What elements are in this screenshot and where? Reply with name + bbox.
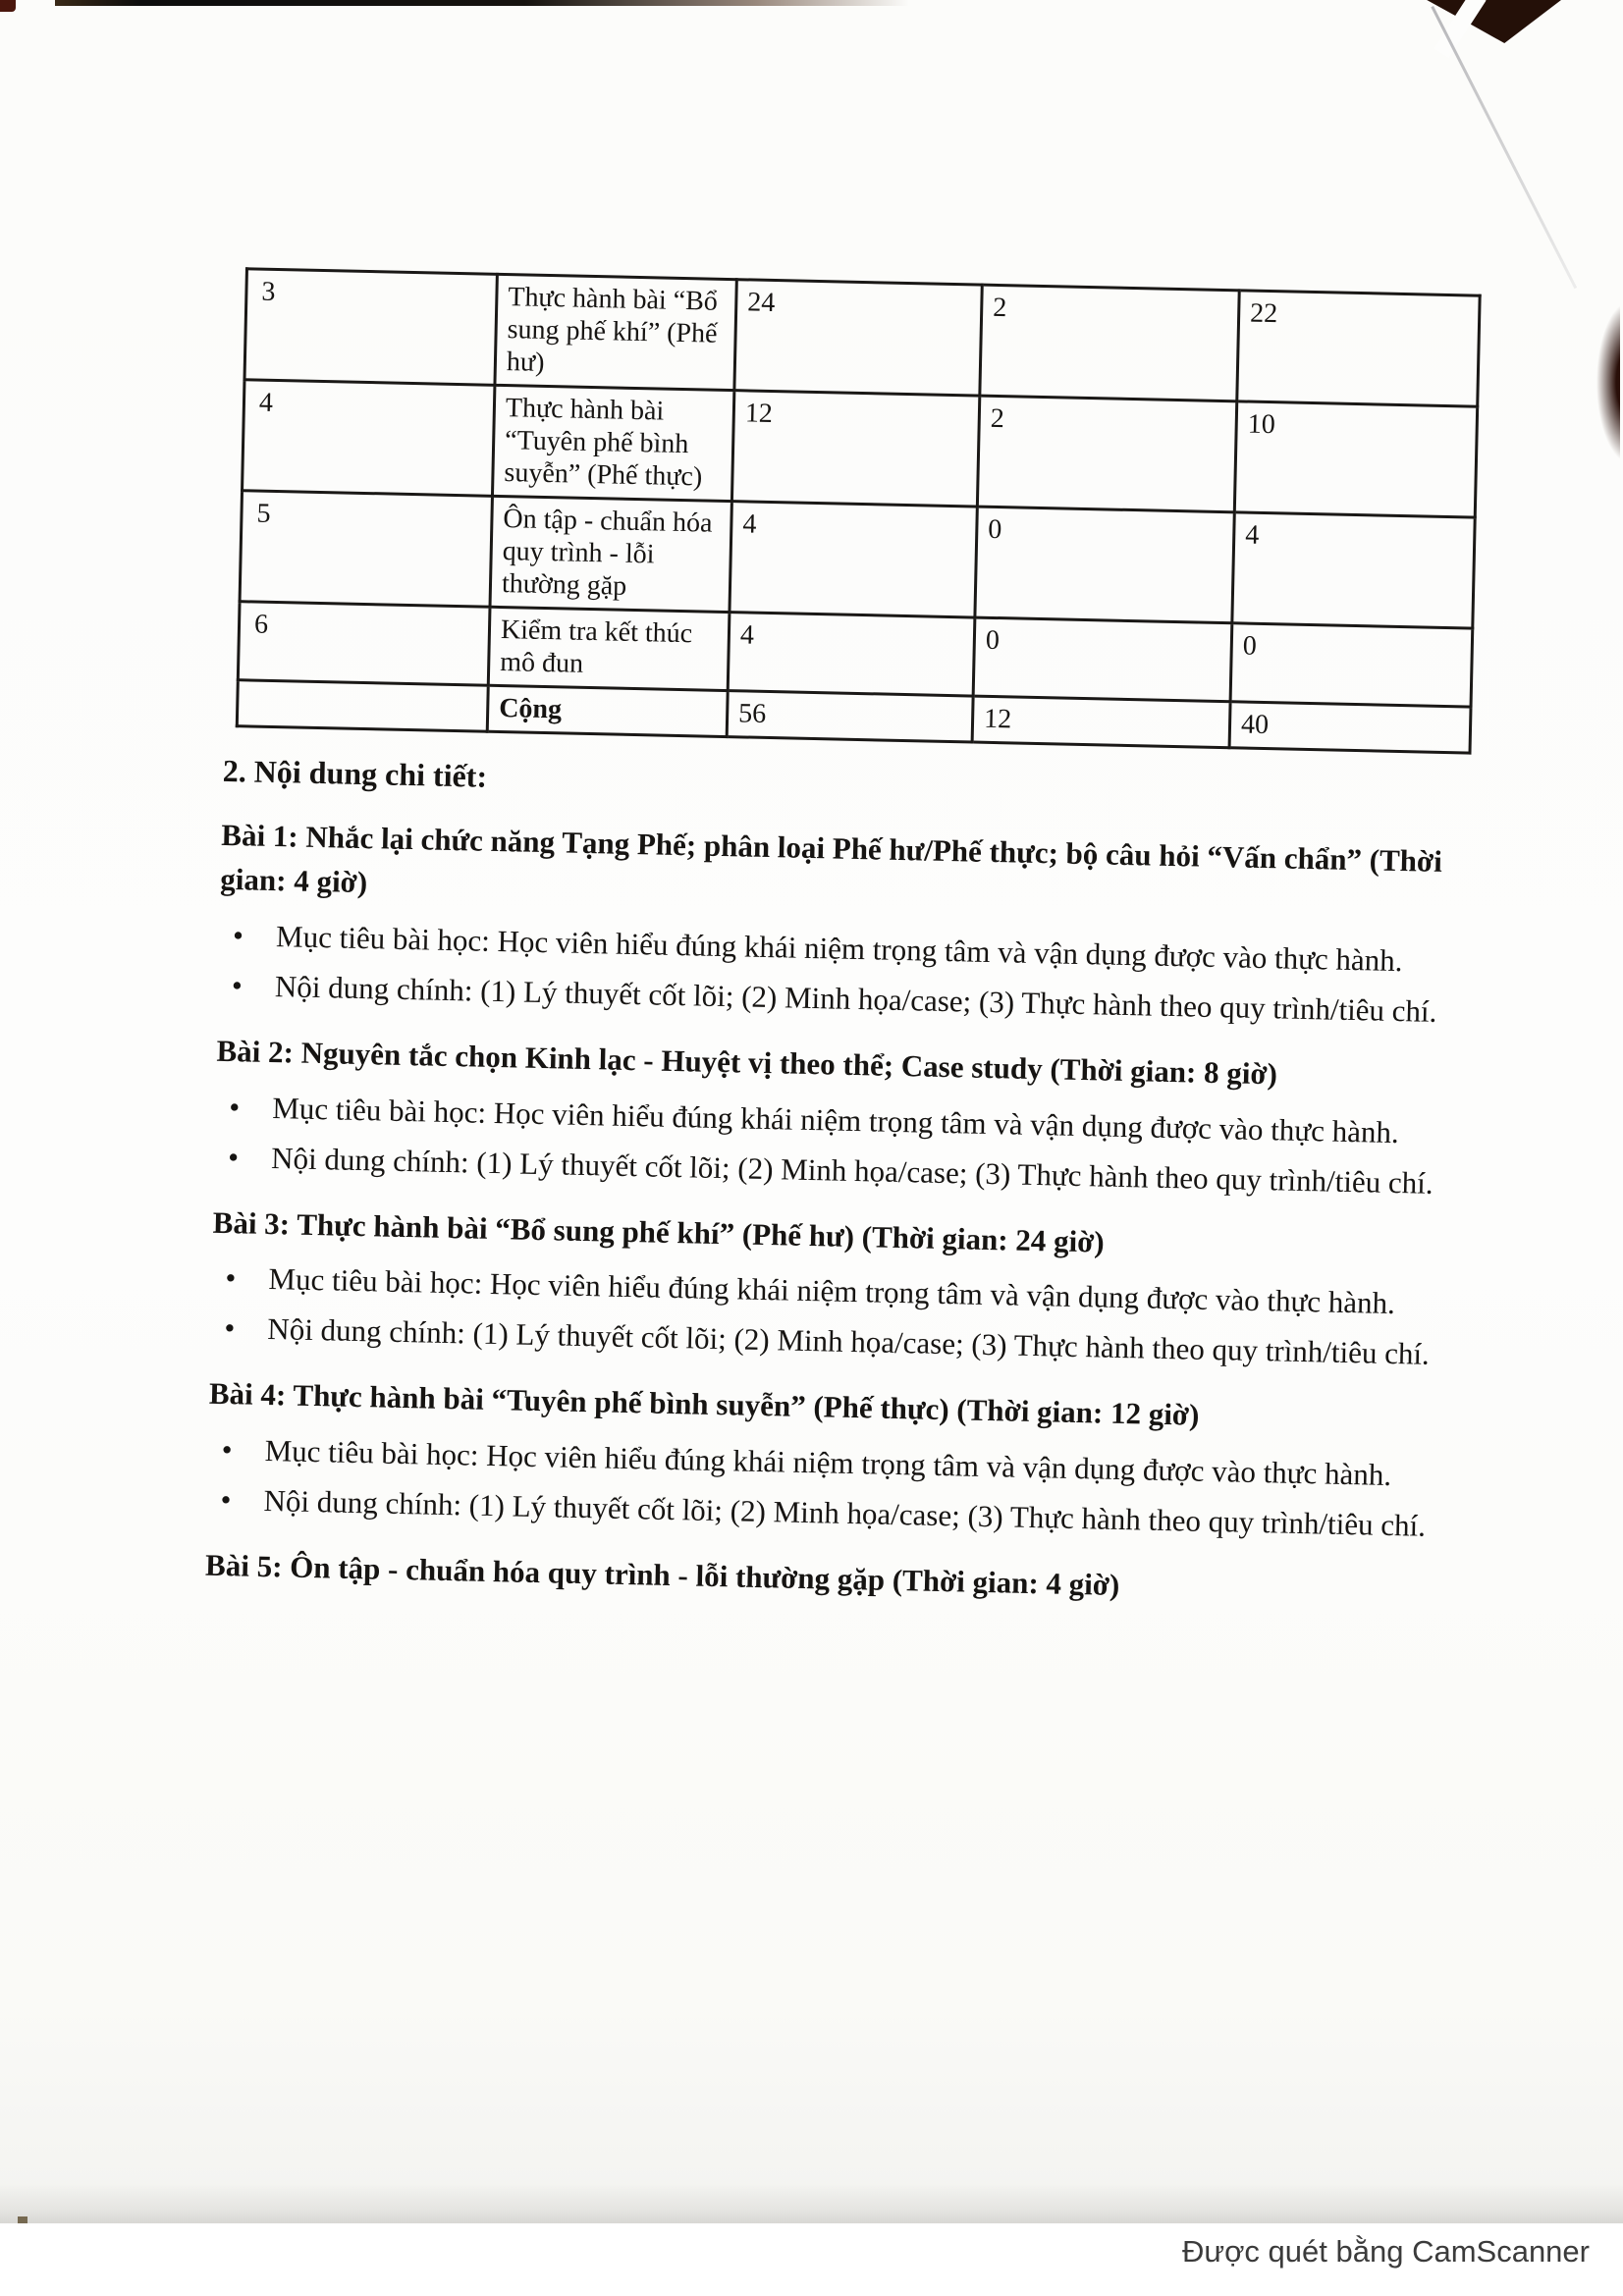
scan-edge-strip — [55, 0, 909, 6]
bullet-icon: • — [232, 917, 244, 953]
bullet-text: Mục tiêu bài học: Học viên hiểu đúng khái niệm trọng tâm và vận dụng được vào thực hành. — [268, 1261, 1396, 1321]
bullet-icon: • — [224, 1310, 236, 1346]
table-cell: 2 — [980, 285, 1239, 401]
lesson-bullets — [214, 1085, 1485, 1206]
bullet-text: Nội dung chính: (1) Lý thuyết cốt lõi; (2) Minh họa/case; (3) Thực hành theo quy trình/tiêu chí. — [263, 1483, 1427, 1544]
lesson-heading: Bài 3: Thực hành bài “Bổ sung phế khí” (Phế hư) (Thời gian: 24 giờ) — [212, 1204, 1106, 1259]
table-cell: 3 — [244, 269, 497, 386]
bullet-text: Mục tiêu bài học: Học viên hiểu đúng khái niệm trọng tâm và vận dụng được vào thực hành. — [275, 918, 1403, 978]
lesson-block — [206, 1372, 1478, 1550]
table-cell: 4 — [728, 613, 975, 696]
table-cell: 56 — [727, 691, 973, 742]
table-cell: 24 — [734, 280, 982, 397]
document-content — [204, 267, 1501, 1628]
bullet-icon: • — [225, 1260, 237, 1296]
table-cell: Cộng — [487, 686, 728, 737]
camscanner-footer-label: Được quét bằng CamScanner — [1181, 2234, 1590, 2269]
table-cell: Kiểm tra kết thúc mô đun — [488, 608, 730, 691]
lesson-block — [214, 1030, 1486, 1207]
bullet-text: Mục tiêu bài học: Học viên hiểu đúng khái niệm trọng tâm và vận dụng được vào thực hành. — [271, 1090, 1400, 1149]
table-cell: 12 — [731, 391, 979, 507]
lesson-bullets — [218, 914, 1488, 1036]
table-cell: 12 — [972, 696, 1230, 748]
section-title: 2. Nội dung chi tiết: — [222, 753, 488, 795]
module-summary-table — [236, 267, 1482, 755]
table-cell: 4 — [730, 502, 977, 618]
bullet-icon: • — [221, 1432, 233, 1468]
lesson-heading: Bài 4: Thực hành bài “Tuyên phế bình suyễn” (Phế thực) (Thời gian: 12 giờ) — [208, 1376, 1200, 1433]
lesson-heading: Bài 2: Nguyên tắc chọn Kinh lạc - Huyệt vị theo thể; Case study (Thời gian: 8 giờ) — [216, 1033, 1278, 1092]
lesson-bullets — [206, 1428, 1477, 1550]
table-cell: 6 — [238, 602, 490, 686]
table-cell: 4 — [1232, 512, 1475, 628]
scan-corner-mark — [0, 0, 16, 12]
bullet-text: Nội dung chính: (1) Lý thuyết cốt lõi; (2) Minh họa/case; (3) Thực hành theo quy trình/tiêu chí. — [270, 1140, 1434, 1201]
bullet-icon: • — [227, 1139, 240, 1174]
lessons-container — [205, 814, 1490, 1616]
table-cell: Thực hành bài “Bổ sung phế khí” (Phế hư) — [495, 274, 736, 390]
lesson-block — [210, 1201, 1482, 1378]
table-cell: 5 — [240, 491, 492, 608]
page-curl-right-edge — [1565, 277, 1620, 488]
lesson-bullets — [210, 1256, 1481, 1378]
table-cell: 40 — [1229, 702, 1471, 753]
lesson-block — [218, 814, 1490, 1036]
table-cell: 2 — [977, 396, 1236, 512]
table-cell — [237, 680, 488, 732]
bullet-icon: • — [220, 1482, 232, 1518]
table-cell: 10 — [1234, 401, 1477, 517]
bullet-text: Nội dung chính: (1) Lý thuyết cốt lõi; (2) Minh họa/case; (3) Thực hành theo quy trình/tiêu chí. — [274, 968, 1437, 1029]
bullet-text: Nội dung chính: (1) Lý thuyết cốt lõi; (2) Minh họa/case; (3) Thực hành theo quy trình/tiêu chí. — [267, 1311, 1431, 1372]
table-cell: 22 — [1237, 291, 1480, 406]
table-cell: Thực hành bài “Tuyên phế bình suyễn” (Phế thực) — [492, 385, 733, 501]
lesson-heading: Bài 5: Ôn tập - chuẩn hóa quy trình - lỗi thường gặp (Thời gian: 4 giờ) — [204, 1547, 1120, 1603]
paper-bottom-shadow — [0, 2183, 1623, 2223]
bullet-icon: • — [228, 1089, 241, 1124]
table-cell: 4 — [243, 380, 495, 497]
lesson-heading: Bài 1: Nhắc lại chức năng Tạng Phế; phân loại Phế hư/Phế thực; bộ câu hỏi “Vấn chẩn” (Thời gian: 4 giờ) — [220, 817, 1443, 900]
module-summary-table-body — [237, 269, 1480, 754]
table-cell: Ôn tập - chuẩn hóa quy trình - lỗi thường gặp — [490, 496, 731, 612]
table-cell: 0 — [975, 507, 1234, 623]
bullet-icon: • — [231, 967, 243, 1003]
bullet-text: Mục tiêu bài học: Học viên hiểu đúng khái niệm trọng tâm và vận dụng được vào thực hành. — [264, 1433, 1392, 1493]
table-cell: 0 — [973, 617, 1232, 702]
table-cell: 0 — [1230, 623, 1473, 707]
